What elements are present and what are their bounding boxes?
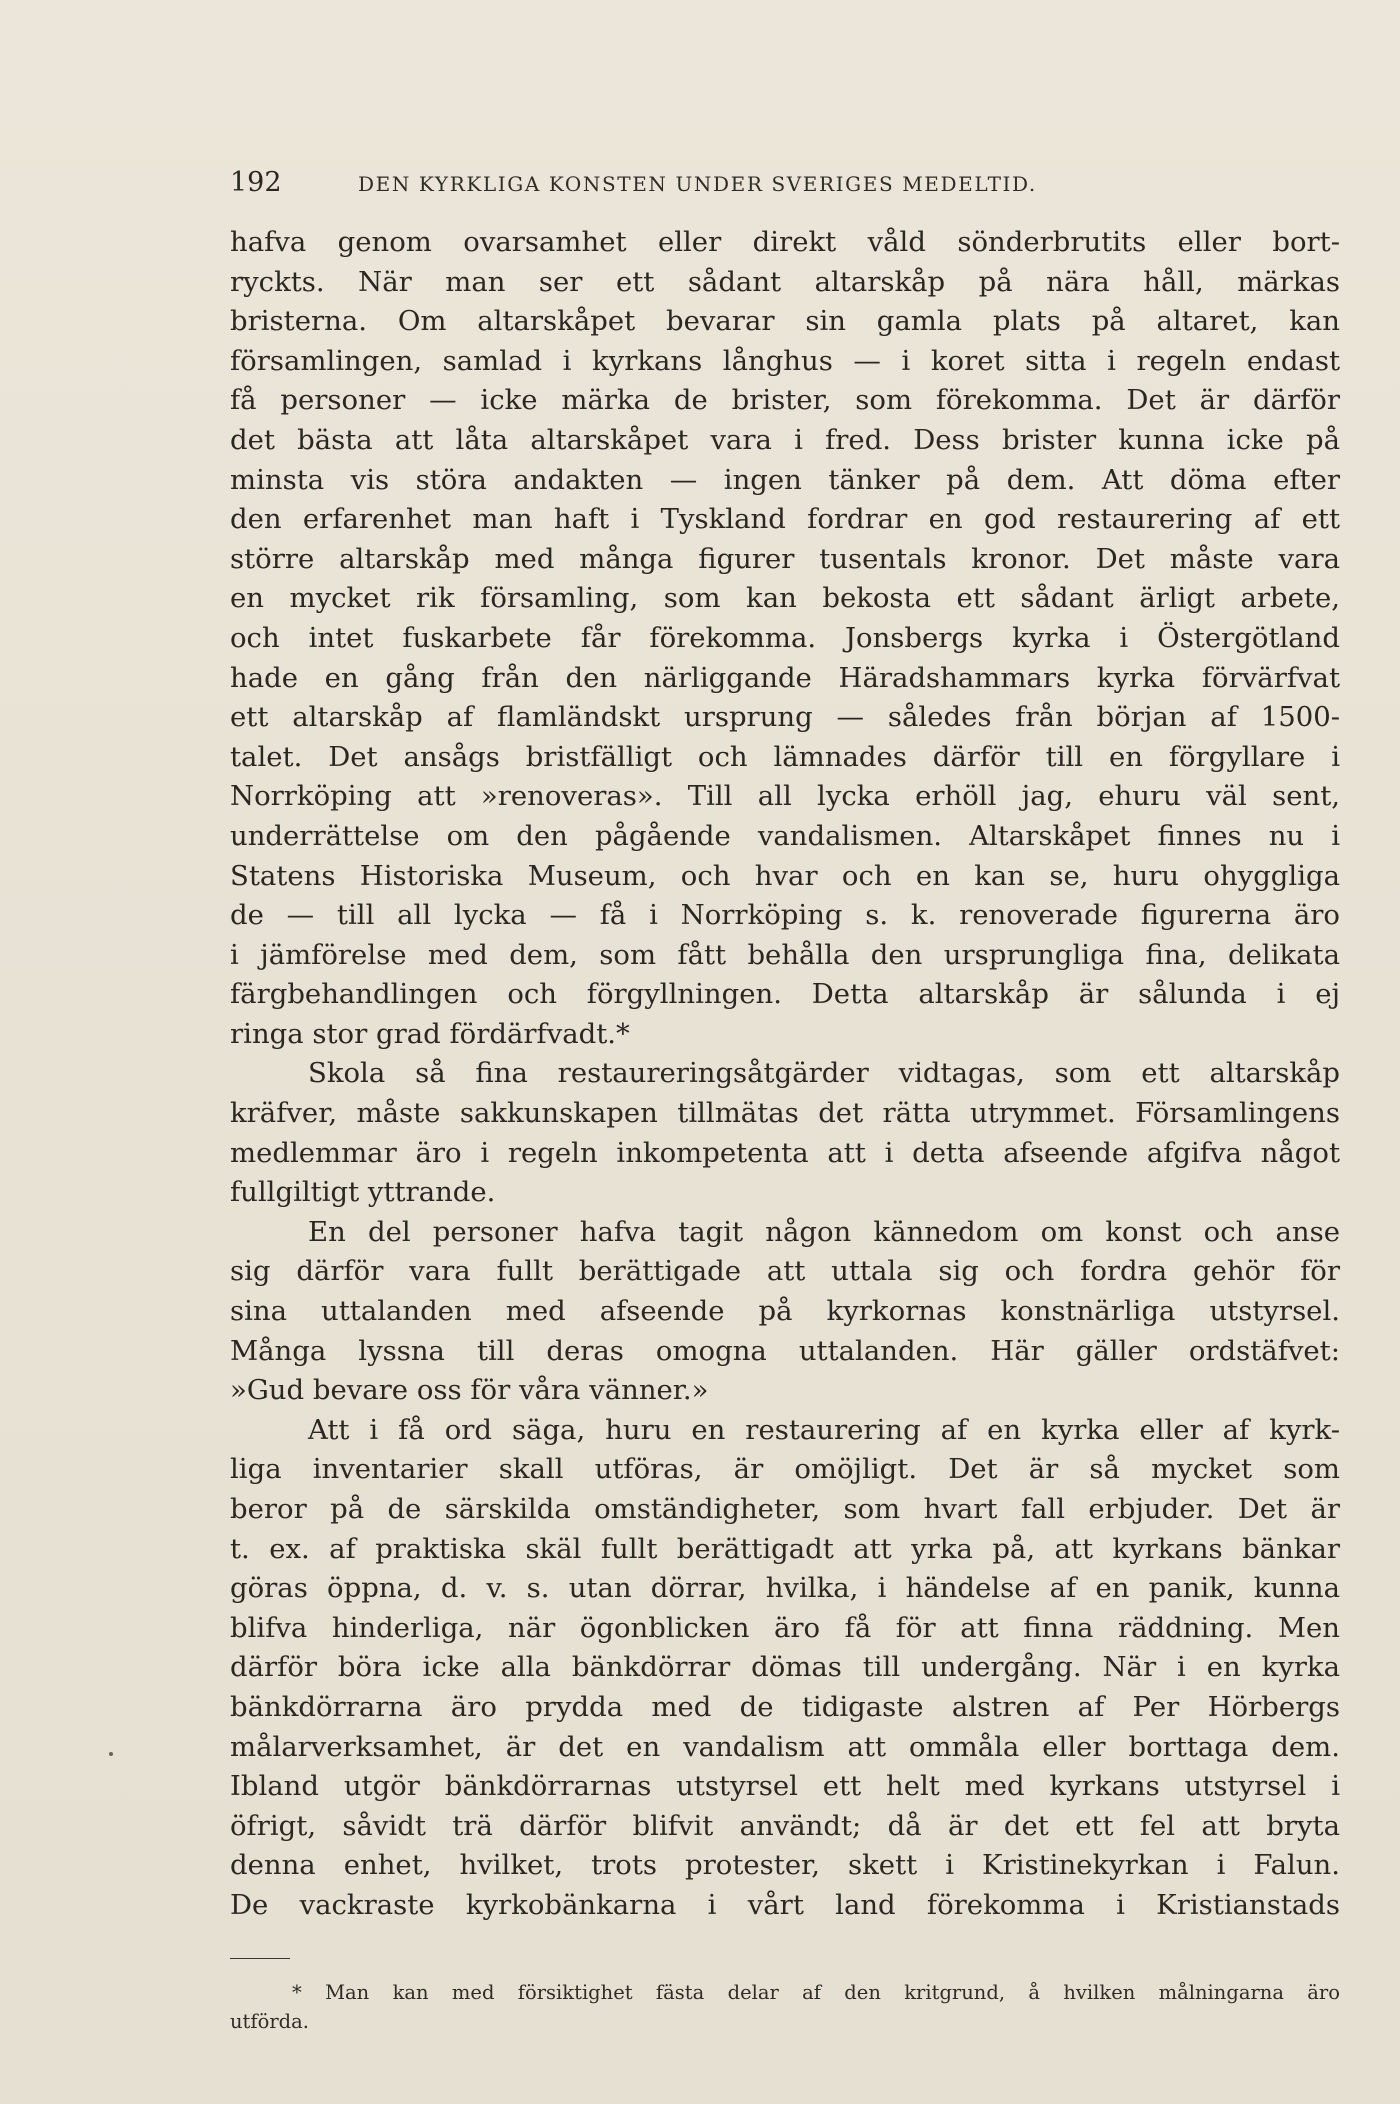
text-line: fullgiltigt yttrande.: [230, 1176, 496, 1209]
text-line: sina uttalanden med afseende på kyrkornas konstnärliga utstyrsel.: [230, 1295, 1340, 1328]
text-line: denna enhet, hvilket, trots protester, skett i Kristinekyrkan i Falun.: [230, 1849, 1340, 1882]
footnote-divider: [230, 1958, 290, 1959]
text-line: blifva hinderliga, när ögonblicken äro få för att finna räddning. Men: [230, 1611, 1340, 1644]
text-line: färgbehandlingen och förgyllningen. Detta altarskåp är sålunda i ej: [230, 978, 1340, 1011]
text-line: en mycket rik församling, som kan bekosta ett sådant ärligt arbete,: [230, 582, 1340, 615]
margin-speck: [109, 1752, 113, 1756]
body-text: [230, 223, 1340, 1926]
text-line: Skola så fina restaureringsåtgärder vidtagas, som ett altarskåp: [308, 1057, 1340, 1090]
text-line: minsta vis störa andakten — ingen tänker på dem. Att döma efter: [230, 463, 1340, 496]
text-line: »Gud bevare oss för våra vänner.»: [230, 1374, 709, 1407]
footnote: [230, 1978, 1340, 2036]
text-line: Ibland utgör bänkdörrarnas utstyrsel ett helt med kyrkans utstyrsel i: [230, 1770, 1340, 1803]
text-line: de — till all lycka — få i Norrköping s. k. renoverade figurerna äro: [230, 899, 1340, 932]
text-line: ett altarskåp af flamländskt ursprung — således från början af 1500-: [230, 701, 1340, 734]
text-line: öfrigt, såvidt trä därför blifvit användt; då är det ett fel att bryta: [230, 1809, 1340, 1842]
text-line: göras öppna, d. v. s. utan dörrar, hvilka, i händelse af en panik, kunna: [230, 1572, 1340, 1605]
text-line: En del personer hafva tagit någon kännedom om konst och anse: [308, 1215, 1340, 1248]
text-line: liga inventarier skall utföras, är omöjligt. Det är så mycket som: [230, 1453, 1340, 1486]
text-line: talet. Det ansågs bristfälligt och lämnades därför till en förgyllare i: [230, 740, 1340, 773]
text-line: beror på de särskilda omständigheter, som hvart fall erbjuder. Det är: [230, 1493, 1340, 1525]
text-line: bänkdörrarna äro prydda med de tidigaste alstren af Per Hörbergs: [230, 1690, 1340, 1723]
text-line: i jämförelse med dem, som fått behålla den ursprungliga fina, delikata: [230, 938, 1340, 971]
text-line: ryckts. När man ser ett sådant altarskåp på nära håll, märkas: [230, 265, 1340, 298]
footnote-line: * Man kan med försiktighet fästa delar af den kritgrund, å hvilken målningarna äro: [292, 1981, 1340, 2004]
text-line: och intet fuskarbete får förekomma. Jonsbergs kyrka i Östergötland: [230, 621, 1340, 654]
text-line: Många lyssna till deras omogna uttalanden. Här gäller ordstäfvet:: [230, 1334, 1340, 1367]
text-line: därför böra icke alla bänkdörrar dömas till undergång. När i en kyrka: [230, 1651, 1340, 1684]
text-line: medlemmar äro i regeln inkompetenta att i detta afseende afgifva något: [230, 1136, 1340, 1169]
text-line: sig därför vara fullt berättigade att uttala sig och fordra gehör för: [230, 1255, 1340, 1288]
text-line: större altarskåp med många figurer tusentals kronor. Det måste vara: [230, 542, 1340, 575]
text-line: församlingen, samlad i kyrkans långhus — i koret sitta i regeln endast: [230, 344, 1340, 377]
text-line: bristerna. Om altarskåpet bevarar sin gamla plats på altaret, kan: [230, 305, 1340, 338]
text-line: få personer — icke märka de brister, som förekomma. Det är därför: [230, 384, 1340, 417]
text-line: De vackraste kyrkobänkarna i vårt land förekomma i Kristianstads: [230, 1888, 1340, 1921]
page-number: 192: [230, 167, 282, 198]
text-line: det bästa att låta altarskåpet vara i fred. Dess brister kunna icke på: [230, 423, 1340, 456]
text-line: Norrköping att »renoveras». Till all lycka erhöll jag, ehuru väl sent,: [230, 780, 1340, 813]
text-line: ringa stor grad fördärfvadt.*: [230, 1017, 630, 1050]
text-line: underrättelse om den pågående vandalismen. Altarskåpet finnes nu i: [230, 819, 1340, 852]
text-line: Att i få ord säga, huru en restaurering af en kyrka eller af kyrk-: [308, 1413, 1340, 1446]
page-header: [230, 163, 1340, 203]
text-line: målarverksamhet, är det en vandalism att ommåla eller borttaga dem.: [230, 1730, 1340, 1763]
text-line: den erfarenhet man haft i Tyskland fordrar en god restaurering af ett: [230, 503, 1340, 536]
text-line: t. ex. af praktiska skäl fullt berättigadt att yrka på, att kyrkans bänkar: [230, 1532, 1340, 1565]
text-line: Statens Historiska Museum, och hvar och en kan se, huru ohyggliga: [230, 859, 1340, 892]
text-line: kräfver, måste sakkunskapen tillmätas det rätta utrymmet. Församlingens: [230, 1097, 1340, 1130]
running-title: DEN KYRKLIGA KONSTEN UNDER SVERIGES MEDELTID.: [358, 172, 1037, 196]
text-line: hade en gång från den närliggande Häradshammars kyrka förvärfvat: [230, 661, 1340, 694]
footnote-line: utförda.: [230, 2010, 309, 2033]
text-line: hafva genom ovarsamhet eller direkt våld sönderbrutits eller bort-: [230, 226, 1340, 258]
